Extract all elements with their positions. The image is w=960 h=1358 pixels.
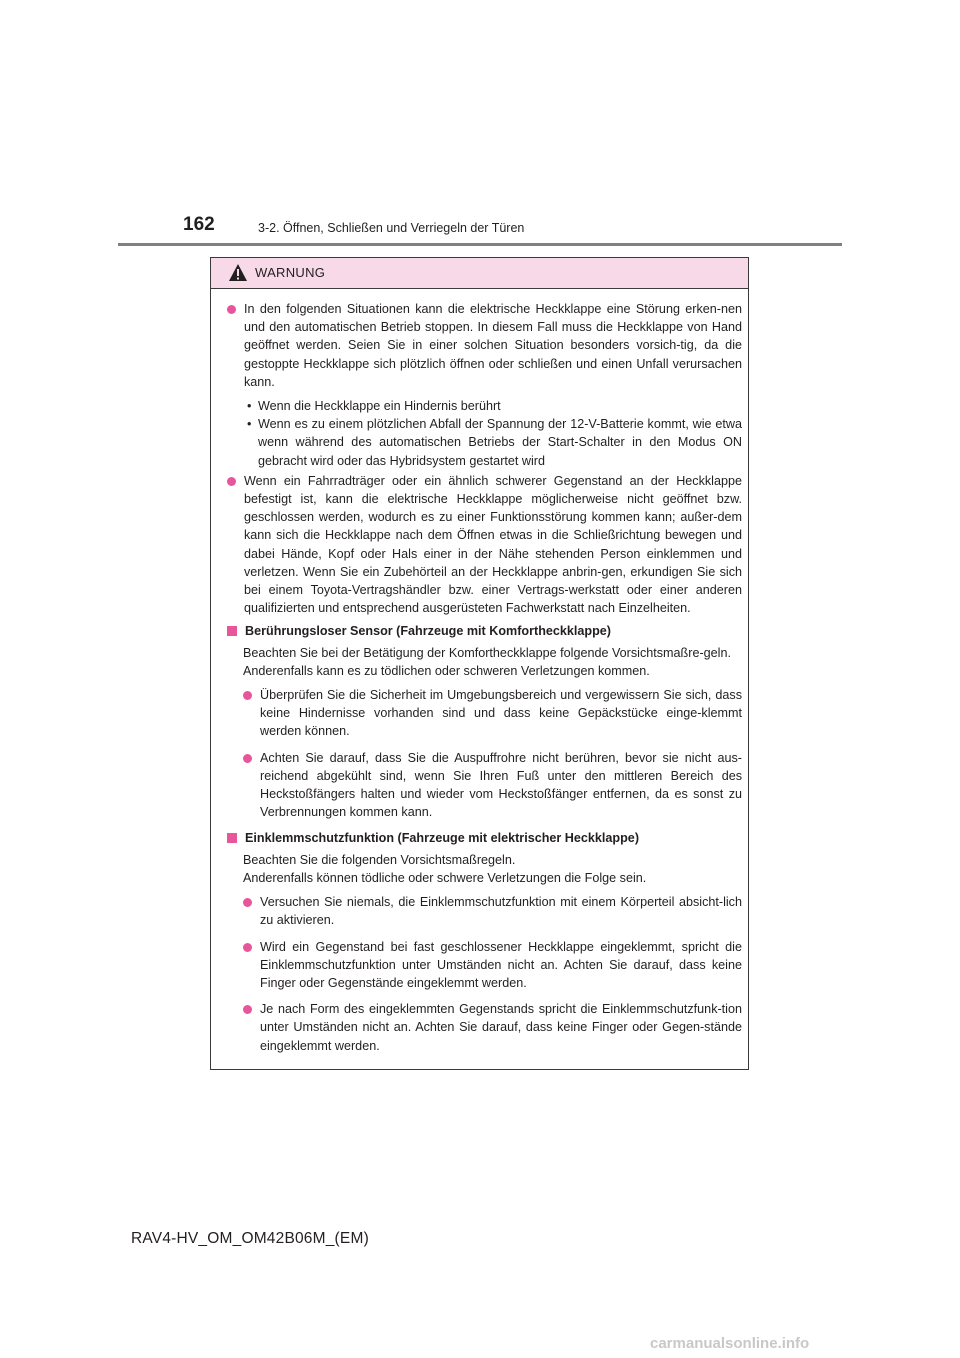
section-body xyxy=(227,644,742,822)
page-number: 162 xyxy=(183,214,215,235)
dash-text: Wenn die Heckklappe ein Hindernis berührt xyxy=(258,399,501,414)
warning-label: WARNUNG xyxy=(255,265,326,280)
bullet-dot-icon xyxy=(243,1005,252,1014)
paragraph: Beachten Sie die folgenden Vorsichtsmaßregeln. xyxy=(243,852,516,867)
list-item xyxy=(243,938,742,993)
bullet-text: In den folgenden Situationen kann die elektrische Heckklappe eine Störung erken-nen und den automatischen Betrieb stoppen. In diesem Fall muss die Heckklappe von Hand geöffnet werden. Seien Sie in einer solchen Situation besonders vorsich-tig, da die gestoppte Heckklappe sich plötzlich öffnen oder schließen und einen Unfall verursachen kann. xyxy=(244,302,742,389)
list-item xyxy=(243,1000,742,1055)
bullet-mark-icon: • xyxy=(247,417,252,432)
bullet-mark-icon: • xyxy=(247,399,252,414)
paragraph: Anderenfalls kann es zu tödlichen oder schweren Verletzungen kommen. xyxy=(243,663,650,678)
warning-body xyxy=(211,289,748,1055)
warning-box xyxy=(210,257,749,1070)
bullet-dot-icon xyxy=(227,305,236,314)
bullet-dot-icon xyxy=(243,754,252,763)
warning-header xyxy=(211,258,748,289)
bullet-text: Je nach Form des eingeklemmten Gegenstands spricht die Einklemmschutzfunk-tion unter Umständen nicht an. Achten Sie darauf, dass keine Finger oder Gegen-stände eingeklemmt werden. xyxy=(260,1002,742,1053)
bullet-text: Überprüfen Sie die Sicherheit im Umgebungsbereich und vergewissern Sie sich, dass keine Hindernisse vorhanden sind und dass keine Gepäckstücke einge-klemmt werden können. xyxy=(260,688,742,739)
bullet-text: Wird ein Gegenstand bei fast geschlossener Heckklappe eingeklemmt, spricht die Einklemmschutzfunktion unter Umständen nicht an. Achten Sie darauf, dass keine Finger oder Gegenstände eingeklemmt werden. xyxy=(260,939,742,990)
document-code: RAV4-HV_OM_OM42B06M_(EM) xyxy=(131,1230,369,1247)
paragraph: Beachten Sie bei der Betätigung der Komfortheckklappe folgende Vorsichtsmaßre-geln. xyxy=(243,645,731,660)
bullet-dot-icon xyxy=(243,943,252,952)
list-item xyxy=(243,893,742,929)
section-heading-text: Einklemmschutzfunktion (Fahrzeuge mit elektrischer Heckklappe) xyxy=(245,831,640,846)
bullet-text: Versuchen Sie niemals, die Einklemmschutzfunktion mit einem Körperteil absicht-lich zu aktivieren. xyxy=(260,895,742,928)
bullet-text: Achten Sie darauf, dass Sie die Auspuffrohre nicht berühren, bevor sie nicht aus-reichend abgekühlt sind, wenn Sie Ihren Fuß unter den mittleren Bereich des Heckstoßfängers halten und wieder vom Heckstoßfänger entfernen, da es sonst zu Verbrennungen kommen kann. xyxy=(260,750,742,820)
section-title: 3-2. Öffnen, Schließen und Verriegeln der Türen xyxy=(258,221,525,235)
bullet-dot-icon xyxy=(243,691,252,700)
list-item xyxy=(227,300,742,391)
paragraph: Anderenfalls können tödliche oder schwere Verletzungen die Folge sein. xyxy=(243,870,647,885)
watermark: carmanualsonline.info xyxy=(650,1335,810,1352)
square-marker-icon xyxy=(227,833,237,843)
section-heading-text: Berührungsloser Sensor (Fahrzeuge mit Komfortheckklappe) xyxy=(245,624,611,639)
section-body xyxy=(227,851,742,1055)
bullet-text: Wenn ein Fahrradträger oder ein ähnlich schwerer Gegenstand an der Heckklappe befestigt ist, kann die elektrische Heckklappe möglicherweise nicht geöffnet bzw. geschlossen werden, wodurch es zu einer Funktionsstörung kommen kann; außer-dem kann sich die Heckklappe nach dem Öffnen etwas in die Schließrichtung bewegen und dabei Hände, Kopf oder Hals einer in der Nähe stehenden Person einklemmen und verletzen. Wenn Sie ein Zubehörteil an der Heckklappe anbrin-gen, erkundigen Sie sich bei einem Toyota-Vertragshändler bzw. einer Vertrags-werkstatt oder einer anderen qualifizierten und entsprechend ausgerüsteten Fachwerkstatt nach Einzelheiten. xyxy=(244,473,742,616)
list-item xyxy=(243,749,742,822)
list-item xyxy=(243,686,742,741)
list-item xyxy=(227,472,742,618)
bullet-dot-icon xyxy=(243,898,252,907)
list-item xyxy=(244,397,742,415)
warning-triangle-icon xyxy=(228,263,248,282)
bullet-dot-icon xyxy=(227,477,236,486)
section-heading xyxy=(227,622,742,640)
dash-list xyxy=(227,397,742,470)
dash-text: Wenn es zu einem plötzlichen Abfall der Spannung der 12-V-Batterie kommt, wie etwa wenn während des automatischen Betriebs der Start-Schalter in den Modus ON gebracht wird oder das Hybridsystem gestartet wird xyxy=(258,417,742,468)
list-item xyxy=(244,415,742,470)
section-heading xyxy=(227,829,742,847)
square-marker-icon xyxy=(227,626,237,636)
header-divider xyxy=(118,243,842,246)
